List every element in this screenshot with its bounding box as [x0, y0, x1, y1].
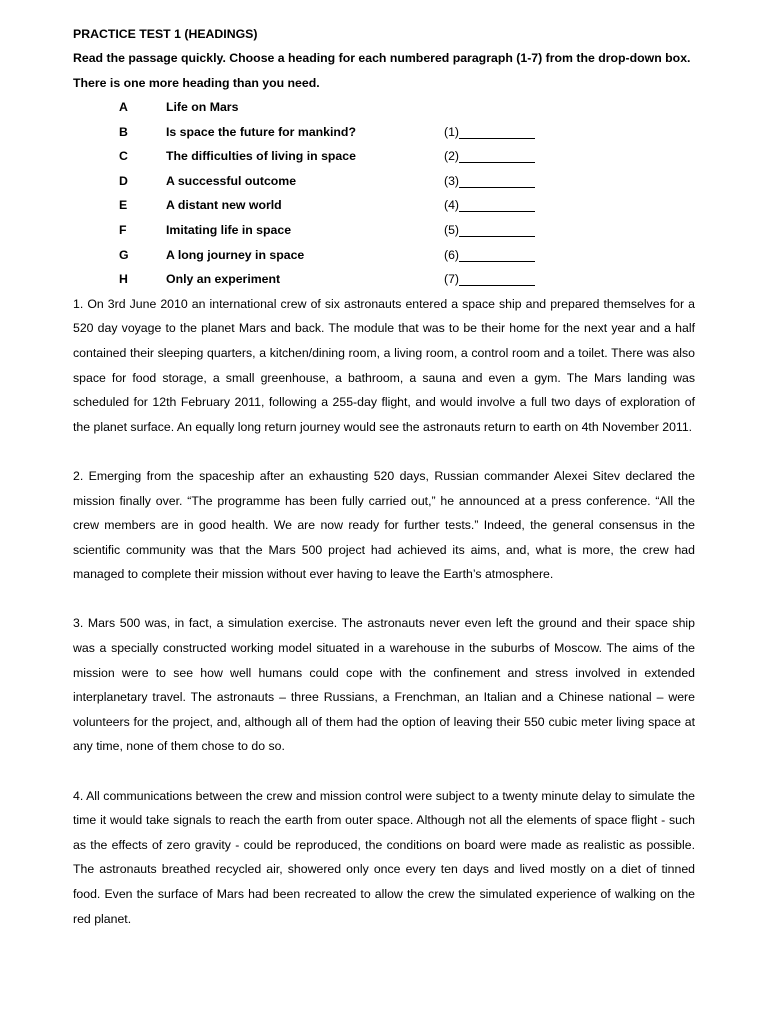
answer-slot-1[interactable]	[444, 120, 535, 145]
heading-letter: B	[119, 124, 128, 139]
answer-slot-5[interactable]	[444, 218, 535, 243]
heading-text: A long journey in space	[166, 247, 305, 262]
answer-blank[interactable]	[459, 196, 535, 212]
document-page	[73, 22, 695, 956]
page-title: PRACTICE TEST 1 (HEADINGS)	[73, 27, 258, 41]
answer-blank[interactable]	[459, 172, 535, 188]
instruction-line-2: There is one more heading than you need.	[73, 75, 320, 90]
heading-text: A successful outcome	[166, 173, 297, 188]
paragraph-1: 1. On 3rd June 2010 an international crew of six astronauts entered a space ship and prepared themselves for a 520 day voyage to the planet Mars and back. The module that was to be their home for the next year and a half contained their sleeping quarters, a kitchen/dining room, a living room, a control room and a toilet. There was also space for food storage, a small greenhouse, a bathroom, a sauna and even a gym. The Mars landing was scheduled for 12th February 2011, following a 255-day flight, and would involve a full two days of exploration of the planet surface. An equally long return journey would see the astronauts return to earth on 4th November 2011.	[73, 296, 695, 434]
heading-text: Imitating life in space	[166, 222, 292, 237]
heading-row-c	[73, 144, 695, 169]
paragraph-3: 3. Mars 500 was, in fact, a simulation exercise. The astronauts never even left the ground and their space ship was a specially constructed working model situated in a warehouse in the suburbs of Moscow. The aims of the mission were to see how well humans could cope with the confinement and stress involved in extended interplanetary travel. The astronauts – three Russians, a Frenchman, an Italian and a Chinese national – were volunteers for the project, and, although all of them had the option of leaving their 550 cubic meter living space at any time, none of them chose to do so.	[73, 616, 695, 754]
answer-blank[interactable]	[459, 221, 535, 237]
heading-text: A distant new world	[166, 198, 282, 213]
answer-slot-2[interactable]	[444, 144, 535, 169]
answer-slot-label: (3)	[444, 173, 460, 188]
heading-letter: A	[119, 100, 128, 114]
heading-row-b	[73, 120, 695, 145]
heading-letter: G	[119, 247, 129, 262]
answer-slot-label: (4)	[444, 198, 460, 213]
answer-blank[interactable]	[459, 246, 535, 262]
answer-slot-label: (7)	[444, 272, 460, 287]
answer-slot-4[interactable]	[444, 193, 535, 218]
instruction-line-1: Read the passage quickly. Choose a heading for each numbered paragraph (1-7) from the drop-down box.	[73, 51, 691, 65]
answer-slot-label: (2)	[444, 149, 460, 164]
answer-slot-7[interactable]	[444, 267, 535, 292]
answer-blank[interactable]	[459, 123, 535, 139]
paragraph-2: 2. Emerging from the spaceship after an exhausting 520 days, Russian commander Alexei Sitev declared the mission finally over. “The programme has been fully carried out,” he announced at a press conference. “All the crew members are in good health. We are now ready for further tests.” Indeed, the general consensus in the scientific community was that the Mars 500 project had achieved its aims, and, what is more, the crew had managed to complete their mission without ever having to leave the Earth’s atmosphere.	[73, 468, 695, 582]
heading-letter: F	[119, 222, 127, 237]
answer-slot-3[interactable]	[444, 169, 535, 194]
heading-row-f	[73, 218, 695, 243]
heading-row-d	[73, 169, 695, 194]
answer-blank[interactable]	[459, 147, 535, 163]
answer-slot-label: (1)	[444, 124, 460, 139]
paragraph-4: 4. All communications between the crew and mission control were subject to a twenty minute delay to simulate the time it would take signals to reach the earth from outer space. Although not all the elements of space flight - such as the effects of zero gravity - could be reproduced, the conditions on board were made as realistic as possible. The astronauts breathed recycled air, showered only once every ten days and lived mostly on a diet of tinned food. Even the surface of Mars had been recreated to allow the crew the simulated experience of walking on the red planet.	[73, 788, 695, 926]
heading-text: Life on Mars	[166, 100, 239, 114]
answer-slot-label: (6)	[444, 247, 460, 262]
heading-text: Only an experiment	[166, 272, 281, 287]
heading-row-e	[73, 193, 695, 218]
heading-letter: D	[119, 173, 128, 188]
headings-list	[73, 95, 695, 292]
heading-text: The difficulties of living in space	[166, 149, 356, 164]
heading-letter: C	[119, 149, 128, 164]
answer-blank[interactable]	[459, 270, 535, 286]
heading-letter: E	[119, 198, 128, 213]
answer-slot-label: (5)	[444, 222, 460, 237]
heading-letter: H	[119, 272, 128, 287]
heading-row-h	[73, 267, 695, 292]
heading-row-g	[73, 243, 695, 268]
answer-slot-6[interactable]	[444, 243, 535, 268]
heading-text: Is space the future for mankind?	[166, 124, 356, 139]
heading-row-a	[73, 95, 695, 120]
